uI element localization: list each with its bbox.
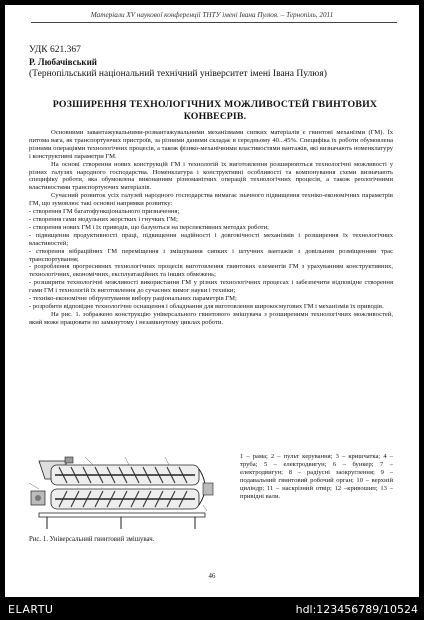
paragraph: Основними завантажувальними-розвантажувальними механізмами сипких матеріалів є гвинтові механізми (ГМ). Їх питома вага, як транспортуючих пристроїв, за різними даними складає в середньому 40...45%. Специфіка їх роботи обумовлена різними операціями технологічних процесів, а також фізико-механічними властивостями вантажів, які визначають номенклатуру і конструктивні параметри ГМ.: [29, 129, 393, 160]
bullet-item: - техніко-економічне обґрунтування вибору раціональних параметрів ГМ;: [29, 295, 237, 303]
article-title-line-2: КОНВЕЄРІВ.: [183, 111, 247, 122]
page-number: 46: [208, 572, 216, 580]
paragraph: Сучасний розвиток усіх галузей народного господарства вимагає значного підвищення техніко-економічних параметрів ГМ, що зумовлює такі основні напрямки розвитку:: [29, 192, 393, 208]
bullet-item: - створення нових ГМ і їх приводів, що базуються на перспективних методах роботи;: [29, 223, 269, 231]
bullet-item: - створення вібраційних ГМ переміщення і змішування сипких і штучних вантажів з довільним розміщенням трас транспортування;: [29, 247, 393, 263]
figure-legend: 1 – рама; 2 – пульт керування; 3 – кришчатка; 4 – труба; 5 – електродвигун; 6 – бункер; 7 – електродвигун; 8 – радіусні заокруглення; 9 – подавальний гвинтовий робочий орган; 10 – верхній циліндр; 11 – наскрізний отвір; 12 –кривошип; 13 – привідні вали.: [240, 453, 393, 500]
handle-link[interactable]: hdl:123456789/10524: [295, 603, 418, 616]
bullet-item: - створення ГМ багатофункціонального призначення;: [29, 208, 180, 216]
bullet-item: - розробити відповідне технологічне оснащення і обладнання для виготовлення широкосмугових ГМ і механізмів їх приводів.: [29, 302, 384, 310]
article-body: [29, 129, 393, 327]
bullet-item: - розширити технологічні можливості використання ГМ у різних технологічних процесах і забезпечити відповідне створення гами ГМ і технологій їх виготовлення до сучасних вимог науки і техніки;: [29, 279, 393, 295]
bullet-item: - розроблення прогресивних технологічних процесів виготовлення гвинтових елементів ГМ з урахуванням конструктивних, технологічних, економічних, експлуатаційних та інших обмежень;: [29, 263, 393, 279]
header-rule: [31, 22, 397, 23]
bullet-item: - підвищення продуктивності праці, підвищення надійності і довговічності механізмів і розширення їх технологічних властивостей;: [29, 231, 393, 247]
article-title: [41, 99, 389, 123]
running-header: Матеріали XV наукової конференції ТНТУ імені Івана Пулюя. – Тернопіль, 2011: [90, 11, 334, 19]
paragraph: На рис. 1. зображено конструкцію універсального гвинтового змішувача з розширеними технологічних можливостей, який може працювати по замкнутому і незамкнутому циклах роботи.: [29, 310, 393, 326]
mixer-drawing: [25, 453, 215, 533]
bullet-item: - створення гами модульних жорстких і гнучких ГМ;: [29, 215, 178, 223]
figure-mixer: [25, 453, 215, 533]
author-affiliation: (Тернопільський національний технічний університет імені Івана Пулюя): [29, 69, 327, 79]
article-title-line-1: РОЗШИРЕННЯ ТЕХНОЛОГІЧНИХ МОЖЛИВОСТЕЙ ГВИНТОВИХ: [52, 99, 378, 110]
paragraph: На основі створення нових конструкцій ГМ і технологій їх виготовлення розширюються технологічні можливості у різних галузях народного господарства. Номенклатура і конструктивні особливості та компонування схеми визначають специфіку роботи, яка обумовлена виконанням різноманітних операцій технологічних процесів, а також реологічними властивостями транспортуючих матеріалів.: [29, 160, 393, 192]
author-name: Р. Любачівський: [29, 57, 97, 67]
document-page: [5, 5, 419, 597]
figure-caption: Рис. 1. Універсальний гвинтовий змішувач.: [29, 536, 155, 543]
repository-label: ELARTU: [8, 603, 54, 616]
udk-code: УДК 621.367: [29, 45, 81, 55]
